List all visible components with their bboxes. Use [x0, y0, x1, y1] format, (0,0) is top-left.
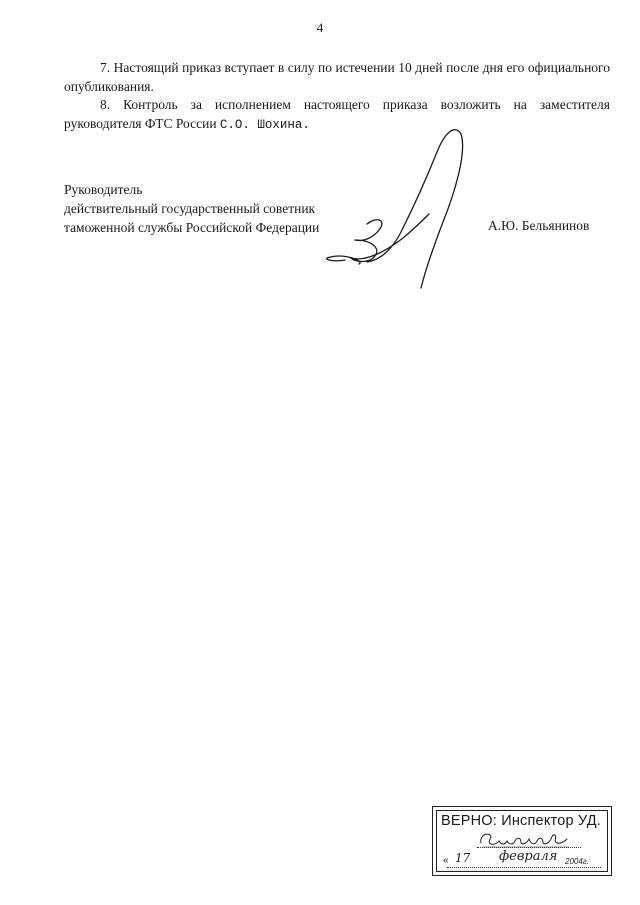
stamp-date-month: февраля [499, 849, 558, 864]
signer-name: А.Ю. Бельянинов [488, 218, 590, 233]
clause-7 [64, 58, 610, 96]
page-number: 4 [316, 20, 324, 35]
clause-8-text: Контроль за исполнением настоящего приказа возложить на заместителя руководителя ФТС России [64, 97, 610, 131]
stamp-surname-line [477, 847, 581, 848]
stamp-date-day: 17 [455, 851, 471, 865]
stamp-date-year: 2004г. [565, 857, 589, 866]
clause-8-number: 8. [100, 97, 111, 112]
stamp-date-open-quote: « [443, 855, 449, 866]
signature-block [64, 180, 319, 237]
certification-stamp [432, 806, 612, 876]
handwritten-signature [315, 112, 485, 302]
stamp-date-line [447, 867, 601, 868]
signer-title-line-1: Руководитель [64, 182, 143, 197]
stamp-title: ВЕРНО: Инспектор УД. [441, 813, 601, 829]
deputy-name: С.О. Шохина. [219, 118, 310, 132]
clause-7-number: 7. [100, 60, 111, 75]
signer-title-line-3: таможенной службы Российской Федерации [64, 220, 320, 235]
clause-7-text: Настоящий приказ вступает в силу по истечении 10 дней после дня его официального опубликования. [64, 60, 610, 94]
signer-title-line-2: действительный государственный советник [64, 201, 316, 216]
